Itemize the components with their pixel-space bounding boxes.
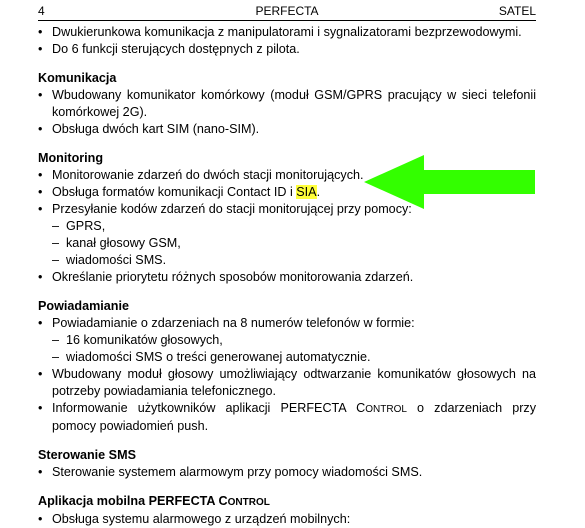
section-heading-aplikacja	[38, 493, 536, 511]
dash-item: – 16 komunikatów głosowych,	[38, 332, 536, 349]
formats-suffix: .	[316, 185, 321, 199]
push-smallcaps: ONTROL	[365, 404, 407, 415]
list-item: • Wbudowany komunikator komórkowy (moduł GSM/GPRS pracujący w sieci telefonii komórkowej 2G).	[38, 87, 536, 121]
aplikacja-heading-smallcaps: ONTROL	[227, 497, 270, 508]
section-heading-powiadamianie: Powiadamianie	[38, 299, 129, 313]
list-item: • Sterowanie systemem alarmowym przy pomocy wiadomości SMS.	[38, 464, 536, 481]
sterowanie-list	[38, 464, 536, 481]
header-rule	[38, 20, 536, 21]
dash-item: – GPRS,	[38, 218, 536, 235]
header-title: PERFECTA	[255, 4, 319, 18]
intro-list	[38, 24, 536, 58]
list-item: • Obsługa dwóch kart SIM (nano-SIM).	[38, 121, 536, 138]
list-item-push	[38, 400, 536, 435]
push-suffix: o zdarzeniach przy pomocy powiadomień push.	[52, 401, 536, 433]
section-heading-monitoring: Monitoring	[38, 151, 104, 165]
list-item: • Określanie priorytetu różnych sposobów monitorowania zdarzeń.	[38, 269, 536, 286]
green-arrow-icon	[362, 153, 537, 213]
komunikacja-list	[38, 87, 536, 138]
dash-item: – wiadomości SMS o treści generowanej automatycznie.	[38, 349, 536, 366]
page-number: 4	[38, 4, 45, 18]
list-item: • Dwukierunkowa komunikacja z manipulatorami i sygnalizatorami bezprzewodowymi.	[38, 24, 536, 41]
section-heading-komunikacja: Komunikacja	[38, 71, 117, 85]
formats-text: Obsługa formatów komunikacji Contact ID i	[52, 185, 297, 199]
arrow-shape	[364, 155, 535, 209]
list-item: • Do 6 funkcji sterujących dostępnych z pilota.	[38, 41, 536, 58]
list-item: • Przesyłanie kodów zdarzeń do stacji monitorującej przy pomocy:	[38, 201, 536, 218]
list-item: • Obsługa systemu alarmowego z urządzeń mobilnych:	[38, 511, 536, 528]
dash-item: – wiadomości SMS.	[38, 252, 536, 269]
list-item: • Wbudowany moduł głosowy umożliwiający odtwarzanie komunikatów głosowych na potrzeby powiadamiania telefonicznego.	[38, 366, 536, 400]
push-text: Informowanie użytkowników aplikacji PERFECTA C	[52, 401, 366, 415]
page-header	[38, 4, 536, 19]
list-item: • Monitorowanie zdarzeń do dwóch stacji monitorujących.	[38, 167, 536, 184]
section-heading-sterowanie: Sterowanie SMS	[38, 448, 136, 462]
list-item: • Powiadamianie o zdarzeniach na 8 numerów telefonów w formie:	[38, 315, 536, 332]
document-body	[38, 24, 536, 528]
dash-item: – kanał głosowy GSM,	[38, 235, 536, 252]
aplikacja-heading-text: Aplikacja mobilna PERFECTA C	[38, 494, 228, 508]
powiadamianie-list	[38, 315, 536, 435]
highlighted-sia: SIA	[296, 185, 317, 199]
header-brand: SATEL	[498, 4, 536, 18]
aplikacja-list	[38, 511, 536, 528]
